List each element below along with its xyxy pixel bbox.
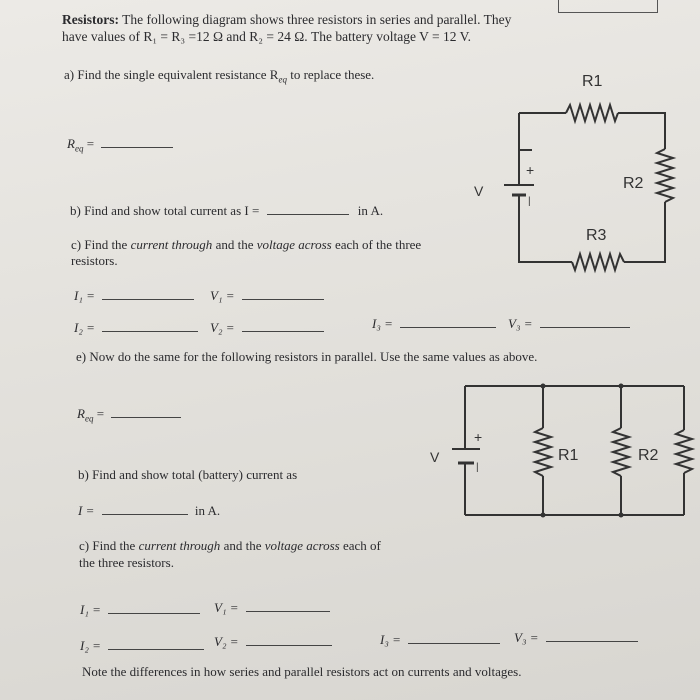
- req-label: R: [67, 136, 75, 151]
- series-wire-top-right: [618, 113, 665, 149]
- pqc-post: each of: [342, 538, 381, 553]
- parallel-current-unit: in A.: [194, 503, 221, 518]
- question-e: e) Now do the same for the following resistors in parallel. Use the same values as above.: [76, 349, 538, 364]
- question-a-text: a) Find the single equivalent resistance R: [64, 67, 279, 82]
- pqc-current: current through: [138, 538, 221, 553]
- qc-voltage: voltage across: [256, 237, 332, 252]
- qc-post: each of the three: [334, 237, 422, 252]
- question-a-end: to replace these.: [290, 67, 375, 82]
- qc-current: current through: [130, 237, 213, 252]
- series-label-minus: |: [528, 196, 531, 207]
- series-v1-label: V₁ =: [210, 288, 235, 303]
- parallel-req-sub: eq: [84, 413, 94, 424]
- parallel-question-b: b) Find and show total (battery) current as: [78, 467, 298, 482]
- series-wire-bottom: [519, 208, 572, 262]
- parallel-req-label: R: [77, 406, 85, 421]
- req-sub: eq: [74, 143, 84, 154]
- series-label-r3: R3: [586, 227, 607, 244]
- parallel-label-v: V: [430, 449, 440, 465]
- junction-dot: [541, 513, 546, 518]
- series-question-c-line2: resistors.: [71, 253, 118, 268]
- series-wire-right: [624, 202, 665, 262]
- parallel-label-minus: |: [476, 462, 479, 473]
- parallel-i1-label: I₁ =: [80, 602, 101, 617]
- parallel-label-r1: R1: [558, 447, 579, 464]
- parallel-current-label: I =: [78, 503, 95, 518]
- question-a-sub: eq: [278, 74, 287, 85]
- parallel-junction-dots: [541, 384, 624, 518]
- qc-mid: and the: [215, 237, 254, 252]
- series-circuit: [504, 105, 673, 270]
- series-wire-top-left: [519, 113, 532, 150]
- series-current-unit: in A.: [357, 203, 384, 218]
- qc-pre: c) Find the: [71, 237, 128, 252]
- series-resistor-r3: [572, 254, 624, 270]
- series-label-v: V: [474, 183, 484, 199]
- junction-dot: [619, 384, 624, 389]
- series-i3-label: I₃ =: [372, 316, 393, 331]
- series-resistor-r2: [657, 149, 673, 202]
- series-v3-label: V₃ =: [508, 316, 533, 331]
- series-question-b-text: b) Find and show total current as I =: [70, 203, 260, 218]
- series-label-plus: +: [526, 162, 535, 178]
- parallel-i2-label: I₂ =: [80, 638, 101, 653]
- parallel-resistor-r3: [676, 430, 692, 473]
- series-label-r2: R2: [623, 175, 644, 192]
- series-v2-label: V₂ =: [210, 320, 235, 335]
- pqc-mid: and the: [223, 538, 262, 553]
- parallel-v2-label: V₂ =: [214, 634, 239, 649]
- parallel-resistor-r2: [613, 428, 629, 476]
- header-line-2: have values of R₁ = R₃ =12 Ω and R₂ = 24 Ω. The battery voltage V = 12 V.: [62, 29, 471, 44]
- parallel-i3-label: I₃ =: [380, 632, 401, 647]
- series-resistor-r1: [566, 105, 618, 121]
- junction-dot: [541, 384, 546, 389]
- parallel-label-plus: +: [474, 429, 483, 445]
- junction-dot: [619, 513, 624, 518]
- pqc-pre: c) Find the: [79, 538, 136, 553]
- parallel-question-c-line2: the three resistors.: [79, 555, 174, 570]
- parallel-req-equals: =: [96, 406, 105, 421]
- parallel-label-r2: R2: [638, 447, 659, 464]
- header-title-bold: Resistors:: [62, 12, 119, 27]
- series-i2-label: I₂ =: [74, 320, 95, 335]
- pqc-voltage: voltage across: [264, 538, 340, 553]
- series-label-r1: R1: [582, 73, 603, 90]
- header-title-rest: The following diagram shows three resistors in series and parallel. They: [122, 12, 512, 27]
- note-text: Note the differences in how series and parallel resistors act on currents and voltages.: [82, 664, 522, 679]
- parallel-v3-label: V₃ =: [514, 630, 539, 645]
- parallel-resistor-r1: [535, 428, 551, 476]
- series-i1-label: I₁ =: [74, 288, 95, 303]
- parallel-v1-label: V₁ =: [214, 600, 239, 615]
- req-equals: =: [86, 136, 95, 151]
